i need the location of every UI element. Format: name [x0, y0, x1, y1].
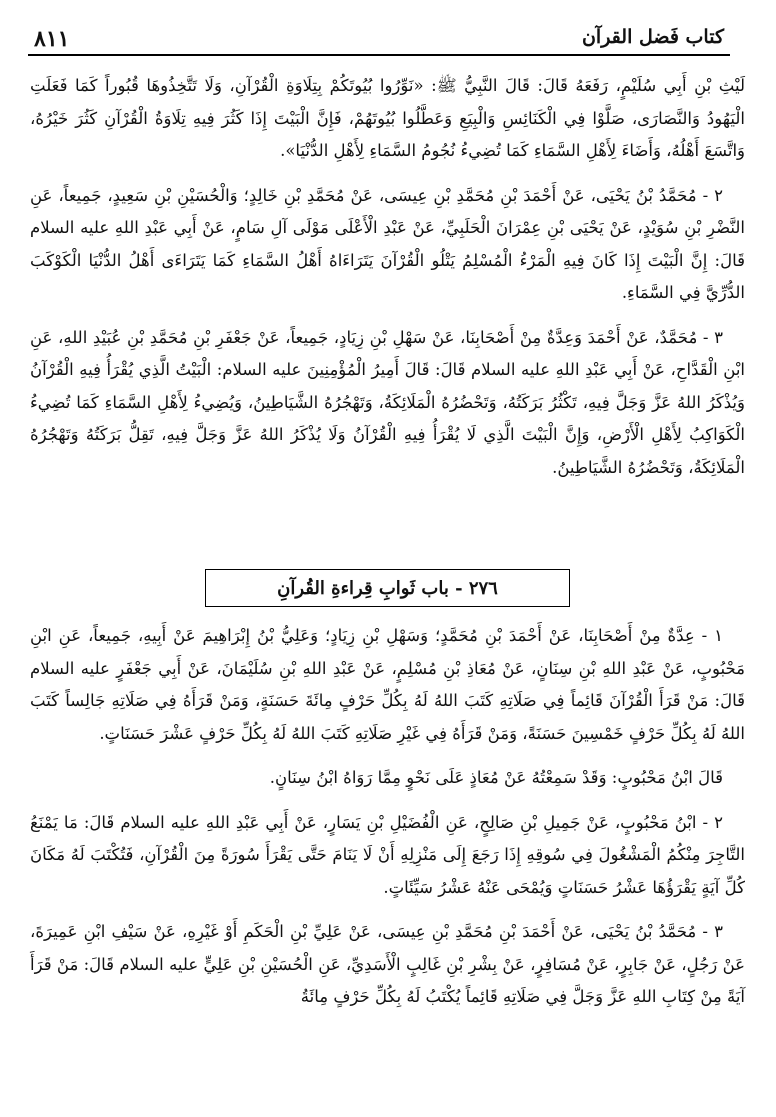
page-header — [28, 20, 730, 56]
paragraph-hadith-continuation: لَيْثِ بْنِ أَبِي سُلَيْمٍ، رَفَعَهُ قَالَ: قَالَ النَّبِيُّ ﷺ: «نَوِّرُوا بُيُوتَكُمْ بِتِلَاوَةِ الْقُرْآنِ، وَلَا تَتَّخِذُوهَا قُبُوراً كَمَا فَعَلَتِ الْيَهُودُ وَالنَّصَارَى، صَلَّوْا فِي الْكَنَائِسِ وَالْبِيَعِ وَعَطَّلُوا بُيُوتَهُمْ، فَإِنَّ الْبَيْتَ إِذَا كَثُرَ فِيهِ تِلَاوَةُ الْقُرْآنِ كَثُرَ خَيْرُهُ، وَاتَّسَعَ أَهْلُهُ، وَأَضَاءَ لِأَهْلِ السَّمَاءِ كَمَا تُضِيءُ نُجُومُ السَّمَاءِ لِأَهْلِ الدُّنْيَا». — [30, 76, 745, 160]
running-title: كتاب فَضل القرآن — [581, 26, 724, 48]
chapter-heading-box — [205, 569, 570, 607]
paragraph-chapter-hadith-2: ٢ - ابْنُ مَحْبُوبٍ، عَنْ جَمِيلِ بْنِ صَالِحٍ، عَنِ الْفُضَيْلِ بْنِ يَسَارٍ، عَنْ أَبِي عَبْدِ اللهِ عليه السلام قَالَ: مَا يَمْنَعُ التَّاجِرَ مِنْكُمُ الْمَشْغُولَ فِي سُوقِهِ إِذَا رَجَعَ إِلَى مَنْزِلِهِ أَنْ لَا يَنَامَ حَتَّى يَقْرَأَ سُورَةً مِنَ الْقُرْآنِ، فَتُكْتَبَ لَهُ مَكَانَ كُلِّ آيَةٍ يَقْرَؤُهَا عَشْرُ حَسَنَاتٍ وَيُمْحَى عَنْهُ عَشْرُ سَيِّئَاتٍ. — [30, 812, 745, 897]
chapter-heading: ٢٧٦ - باب ثَوابِ قِراءةِ القُرآنِ — [277, 577, 498, 599]
paragraph-ibn-mahbub-note: قَالَ ابْنُ مَحْبُوبٍ: وَقَدْ سَمِعْتُهُ عَنْ مُعَاذٍ عَلَى نَحْوٍ مِمَّا رَوَاهُ ابْنُ سِنَانٍ. — [269, 768, 723, 787]
paragraph-chapter-hadith-3: ٣ - مُحَمَّدُ بْنُ يَحْيَى، عَنْ أَحْمَدَ بْنِ مُحَمَّدِ بْنِ عِيسَى، عَنْ عَلِيِّ بْنِ الْحَكَمِ أَوْ غَيْرِهِ، عَنْ سَيْفِ ابْنِ عَمِيرَةَ، عَنْ رَجُلٍ، عَنْ جَابِرٍ، عَنْ مُسَافِرٍ، عَنْ بِشْرِ بْنِ غَالِبٍ الْأَسَدِيِّ، عَنِ الْحُسَيْنِ بْنِ عَلِيٍّ عليه السلام قَالَ: مَنْ قَرَأَ آيَةً مِنْ كِتَابِ اللهِ عَزَّ وَجَلَّ فِي صَلَاتِهِ قَائِماً يُكْتَبُ لَهُ بِكُلِّ حَرْفٍ مِائَةُ — [30, 922, 745, 1006]
page-number: ٨١١ — [34, 26, 70, 52]
paragraph-chapter-hadith-1: ١ - عِدَّةٌ مِنْ أَصْحَابِنَا، عَنْ أَحْمَدَ بْنِ مُحَمَّدٍ؛ وَسَهْلِ بْنِ زِيَادٍ؛ وَعَلِيُّ بْنُ إِبْرَاهِيمَ عَنْ أَبِيهِ، جَمِيعاً، عَنِ ابْنِ مَحْبُوبٍ، عَنْ عَبْدِ اللهِ بْنِ سِنَانٍ، عَنْ مُعَاذِ بْنِ مُسْلِمٍ، عَنْ عَبْدِ اللهِ بْنِ سُلَيْمَانَ، عَنْ أَبِي جَعْفَرٍ عليه السلام قَالَ: مَنْ قَرَأَ الْقُرْآنَ قَائِماً فِي صَلَاتِهِ كَتَبَ اللهُ لَهُ بِكُلِّ حَرْفٍ مِائَةَ حَسَنَةٍ، وَمَنْ قَرَأَهُ فِي صَلَاتِهِ جَالِساً كَتَبَ اللهُ لَهُ بِكُلِّ حَرْفٍ خَمْسِينَ حَسَنَةً، وَمَنْ قَرَأَهُ فِي غَيْرِ صَلَاتِهِ كَتَبَ اللهُ لَهُ بِكُلِّ حَرْفٍ عَشْرَ حَسَنَاتٍ. — [30, 626, 745, 743]
paragraph-hadith-3: ٣ - مُحَمَّدٌ، عَنْ أَحْمَدَ وَعِدَّةٌ مِنْ أَصْحَابِنَا، عَنْ سَهْلِ بْنِ زِيَادٍ، جَمِيعاً، عَنْ جَعْفَرِ بْنِ مُحَمَّدِ بْنِ عُبَيْدِ اللهِ، عَنِ ابْنِ الْقَدَّاحِ، عَنْ أَبِي عَبْدِ اللهِ عليه السلام قَالَ: قَالَ أَمِيرُ الْمُؤْمِنِينَ عليه السلام: الْبَيْتُ الَّذِي يُقْرَأُ فِيهِ الْقُرْآنُ وَيُذْكَرُ اللهُ عَزَّ وَجَلَّ فِيهِ، تَكْثُرُ بَرَكَتُهُ، وَتَحْضُرُهُ الْمَلَائِكَةُ، وَتَهْجُرُهُ الشَّيَاطِينُ، وَيُضِيءُ لِأَهْلِ السَّمَاءِ كَمَا تُضِيءُ الْكَوَاكِبُ لِأَهْلِ الْأَرْضِ، وَإِنَّ الْبَيْتَ الَّذِي لَا يُقْرَأُ فِيهِ الْقُرْآنُ وَلَا يُذْكَرُ اللهُ عَزَّ وَجَلَّ فِيهِ، تَقِلُّ بَرَكَتُهُ وَتَهْجُرُهُ الْمَلَائِكَةُ، وَتَحْضُرُهُ الشَّيَاطِينُ. — [30, 327, 745, 477]
upper-text-block — [30, 70, 745, 484]
paragraph-hadith-2: ٢ - مُحَمَّدُ بْنُ يَحْيَى، عَنْ أَحْمَدَ بْنِ مُحَمَّدِ بْنِ عِيسَى، عَنْ مُحَمَّدِ بْنِ خَالِدٍ؛ وَالْحُسَيْنِ بْنِ سَعِيدٍ، جَمِيعاً، عَنِ النَّضْرِ بْنِ سُوَيْدٍ، عَنْ يَحْيَى بْنِ عِمْرَانَ الْحَلَبِيِّ، عَنْ عَبْدِ الْأَعْلَى مَوْلَى آلِ سَامٍ، عَنْ أَبِي عَبْدِ اللهِ عليه السلام قَالَ: إِنَّ الْبَيْتَ إِذَا كَانَ فِيهِ الْمَرْءُ الْمُسْلِمُ يَتْلُو الْقُرْآنَ يَتَرَاءَاهُ أَهْلُ السَّمَاءِ كَمَا يَتَرَاءَى أَهْلُ الدُّنْيَا الْكَوْكَبَ الدُّرِّيَّ فِي السَّمَاءِ. — [30, 185, 745, 302]
lower-text-block — [30, 620, 745, 1014]
